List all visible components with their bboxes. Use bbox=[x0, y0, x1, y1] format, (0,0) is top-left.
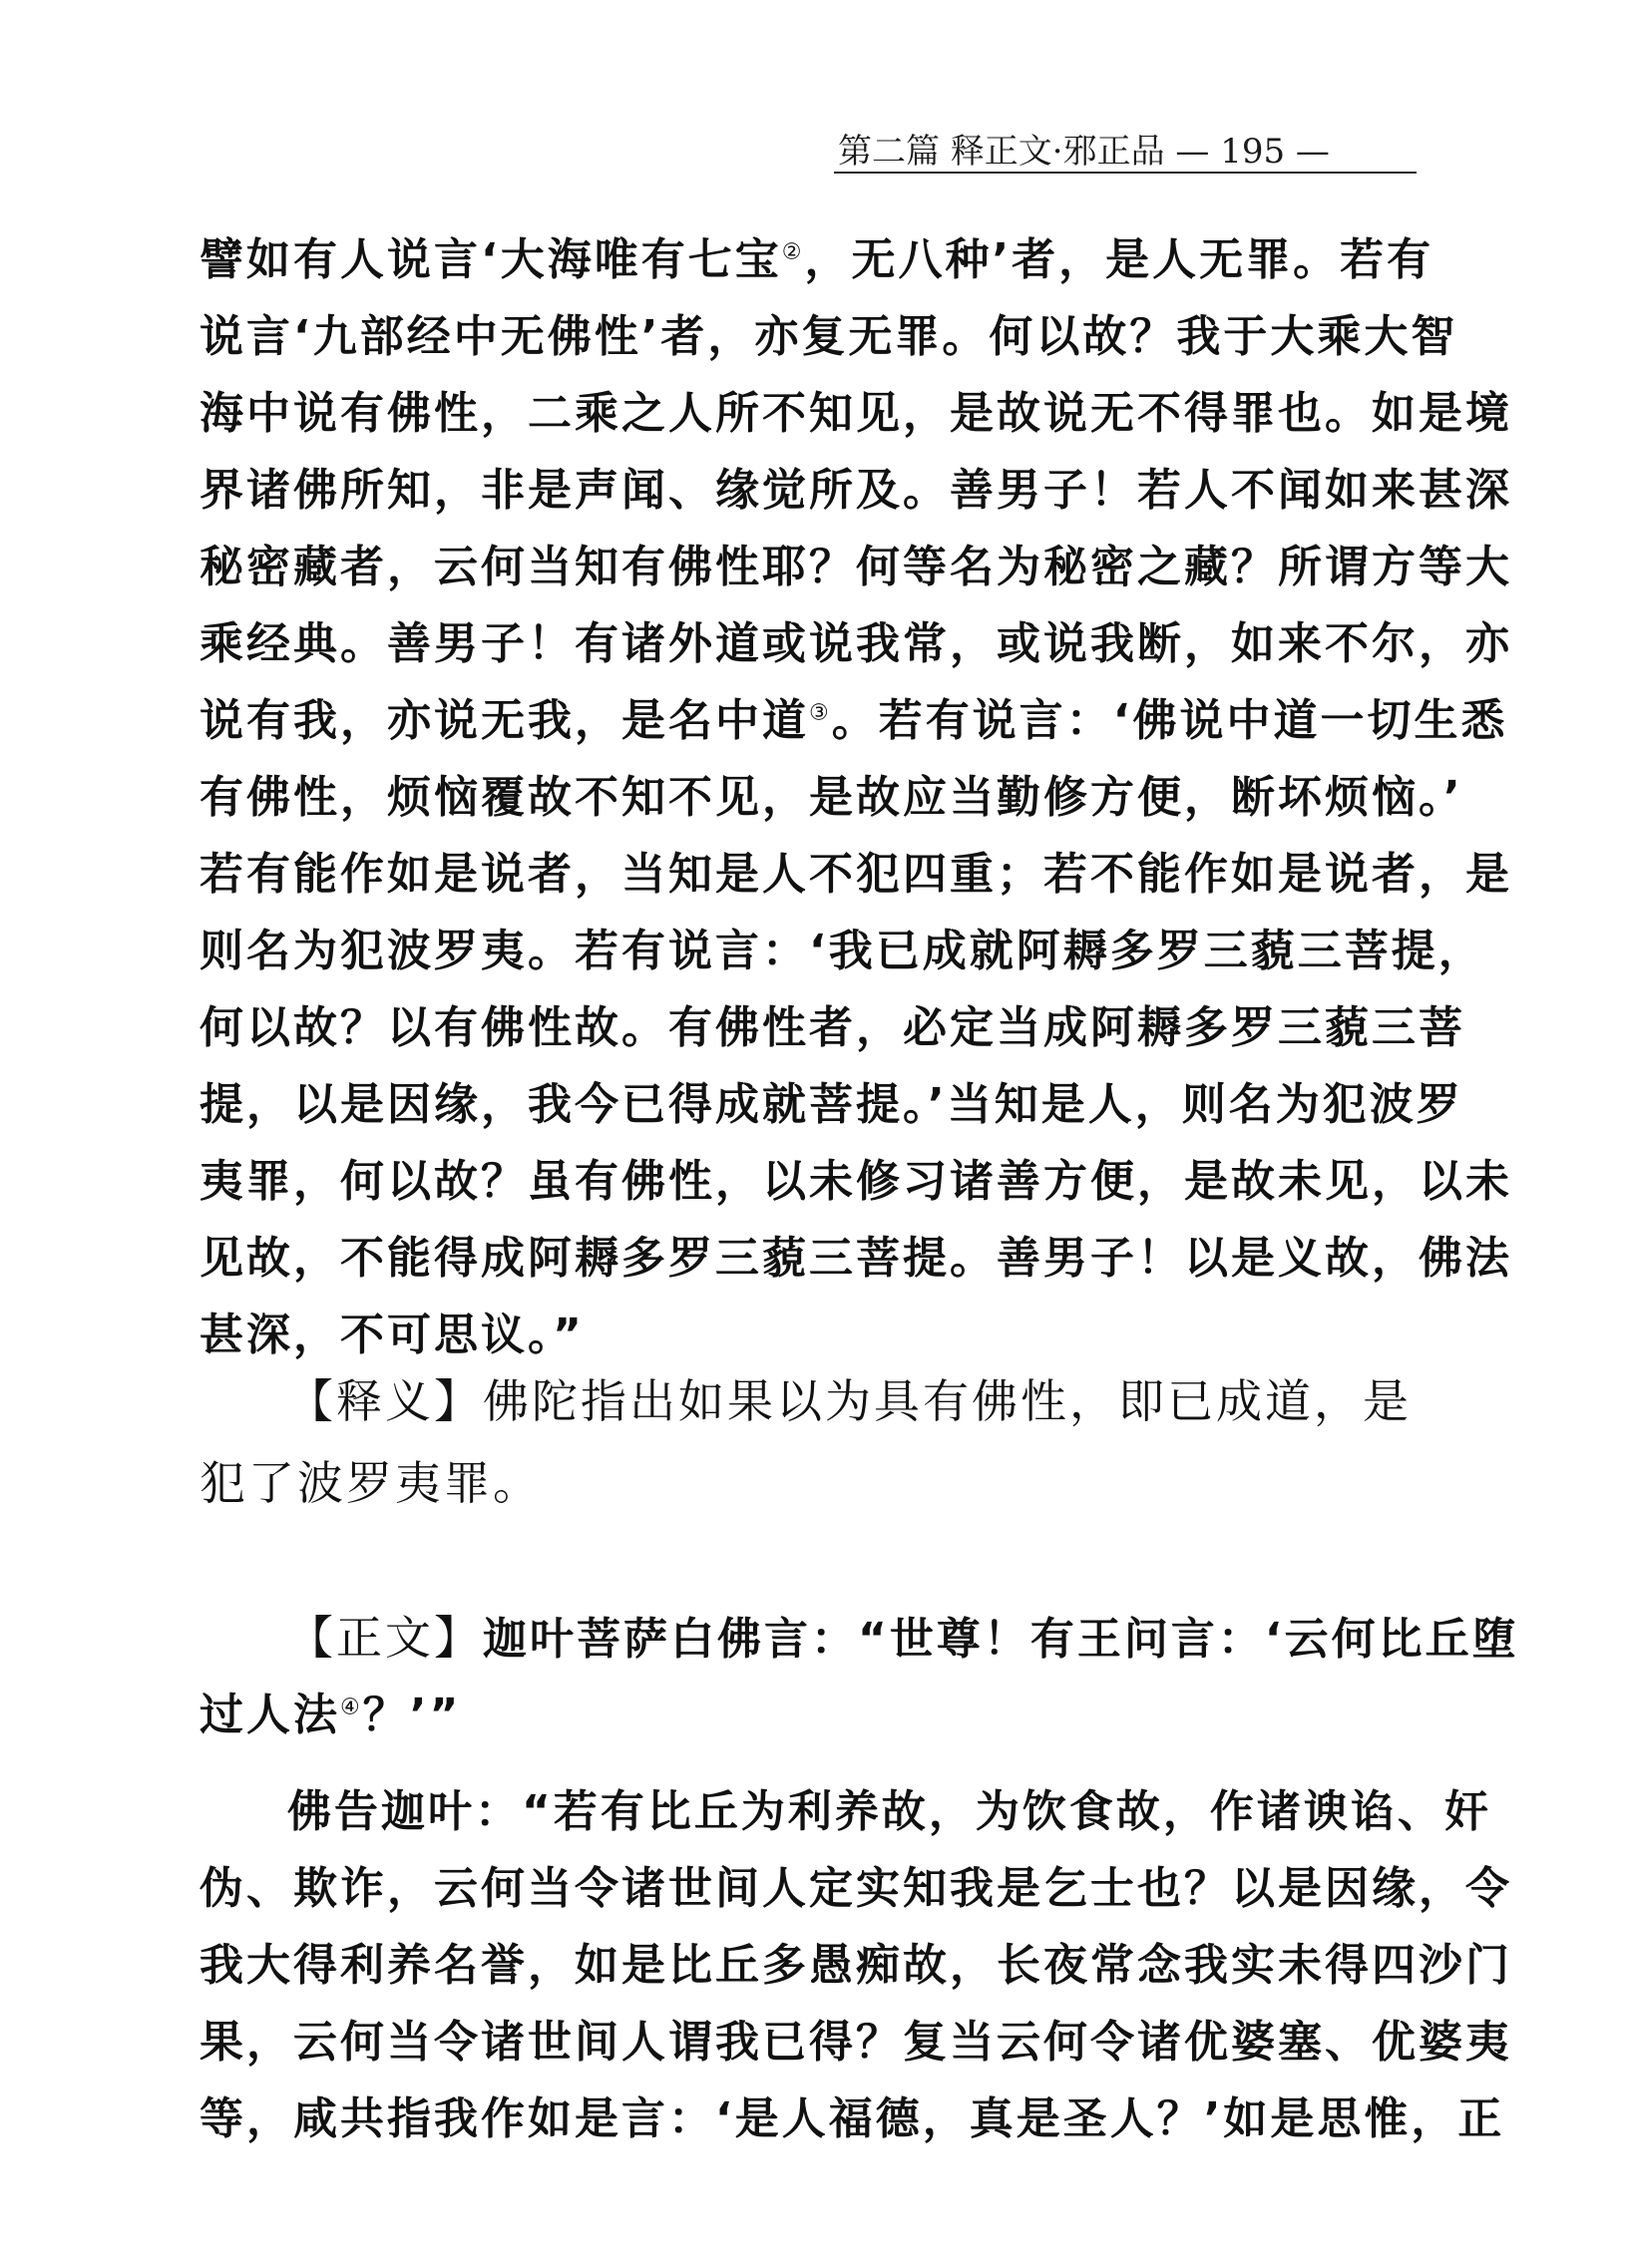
header-rule bbox=[834, 172, 1417, 174]
shiyi-tag: 【释义】 bbox=[287, 1374, 483, 1428]
text-line: 【释义】佛陀指出如果以为具有佛性，即已成道，是 bbox=[287, 1374, 1412, 1428]
text-line: 乘经典。善男子！有诸外道或说我常，或说我断，如来不尔，亦 bbox=[200, 618, 1512, 669]
passage-continued bbox=[200, 221, 1512, 1373]
text-line: 若有能作如是说者，当知是人不犯四重；若不能作如是说者，是 bbox=[200, 849, 1512, 900]
text-line: 佛告迦叶：“若有比丘为利养故，为饮食故，作诸谀谄、奸 bbox=[287, 1786, 1491, 1837]
text-line: 界诸佛所知，非是声闻、缘觉所及。善男子！若人不闻如来甚深 bbox=[200, 465, 1512, 516]
text-line: 我大得利养名誉，如是比丘多愚痴故，长夜常念我实未得四沙门 bbox=[200, 1940, 1512, 1991]
text-line: 过人法④？’” bbox=[200, 1690, 462, 1740]
text-line: 则名为犯波罗夷。若有说言：‘我已成就阿耨多罗三藐三菩提， bbox=[200, 926, 1485, 976]
zhengwen-section bbox=[200, 1600, 1519, 1753]
passage-buddha-reply bbox=[200, 1773, 1512, 2157]
text-line: 说有我，亦说无我，是名中道③。若有说言：‘佛说中道一切生悉 bbox=[200, 695, 1508, 746]
text-line: 有佛性，烦恼覆故不知不见，是故应当勤修方便，断坏烦恼。’ bbox=[200, 772, 1463, 823]
text-line: 犯了波罗夷罪。 bbox=[200, 1456, 542, 1510]
zhengwen-tag: 【正文】 bbox=[287, 1611, 483, 1665]
text-line: 海中说有佛性，二乘之人所不知见，是故说无不得罪也。如是境 bbox=[200, 388, 1512, 439]
footnote-marker-3: ③ bbox=[809, 700, 832, 726]
footnote-marker-4: ④ bbox=[340, 1695, 363, 1720]
text-line: 说言‘九部经中无佛性’者，亦复无罪。何以故？我于大乘大智 bbox=[200, 311, 1458, 362]
text-line: 譬如有人说言‘大海唯有七宝②，无八种’者，是人无罪。若有 bbox=[200, 234, 1434, 285]
footnote-marker-2: ② bbox=[781, 239, 805, 265]
shiyi-section bbox=[200, 1360, 1419, 1524]
text-line: 甚深，不可思议。” bbox=[200, 1310, 585, 1360]
text-line: 夷罪，何以故？虽有佛性，以未修习诸善方便，是故未见，以未 bbox=[200, 1156, 1512, 1207]
text-line: 何以故？以有佛性故。有佛性者，必定当成阿耨多罗三藐三菩 bbox=[200, 1002, 1465, 1053]
text-line: 等，咸共指我作如是言：‘是人福德，真是圣人？’如是思惟，正 bbox=[200, 2093, 1505, 2144]
text-line: 提，以是因缘，我今已得成就菩提。’当知是人，则名为犯波罗 bbox=[200, 1079, 1463, 1130]
text-line: 伪、欺诈，云何当令诸世间人定实知我是乞士也？以是因缘，令 bbox=[200, 1863, 1512, 1914]
text-line: 【正文】迦叶菩萨白佛言：“世尊！有王问言：‘云何比丘堕 bbox=[287, 1611, 1519, 1665]
text-line: 见故，不能得成阿耨多罗三藐三菩提。善男子！以是义故，佛法 bbox=[200, 1233, 1512, 1284]
text-line: 秘密藏者，云何当知有佛性耶？何等名为秘密之藏？所谓方等大 bbox=[200, 542, 1512, 592]
text-line: 果，云何当令诸世间人谓我已得？复当云何令诸优婆塞、优婆夷 bbox=[200, 2017, 1512, 2068]
running-header: 第二篇 释正文·邪正品 — 195 — bbox=[838, 132, 1330, 172]
